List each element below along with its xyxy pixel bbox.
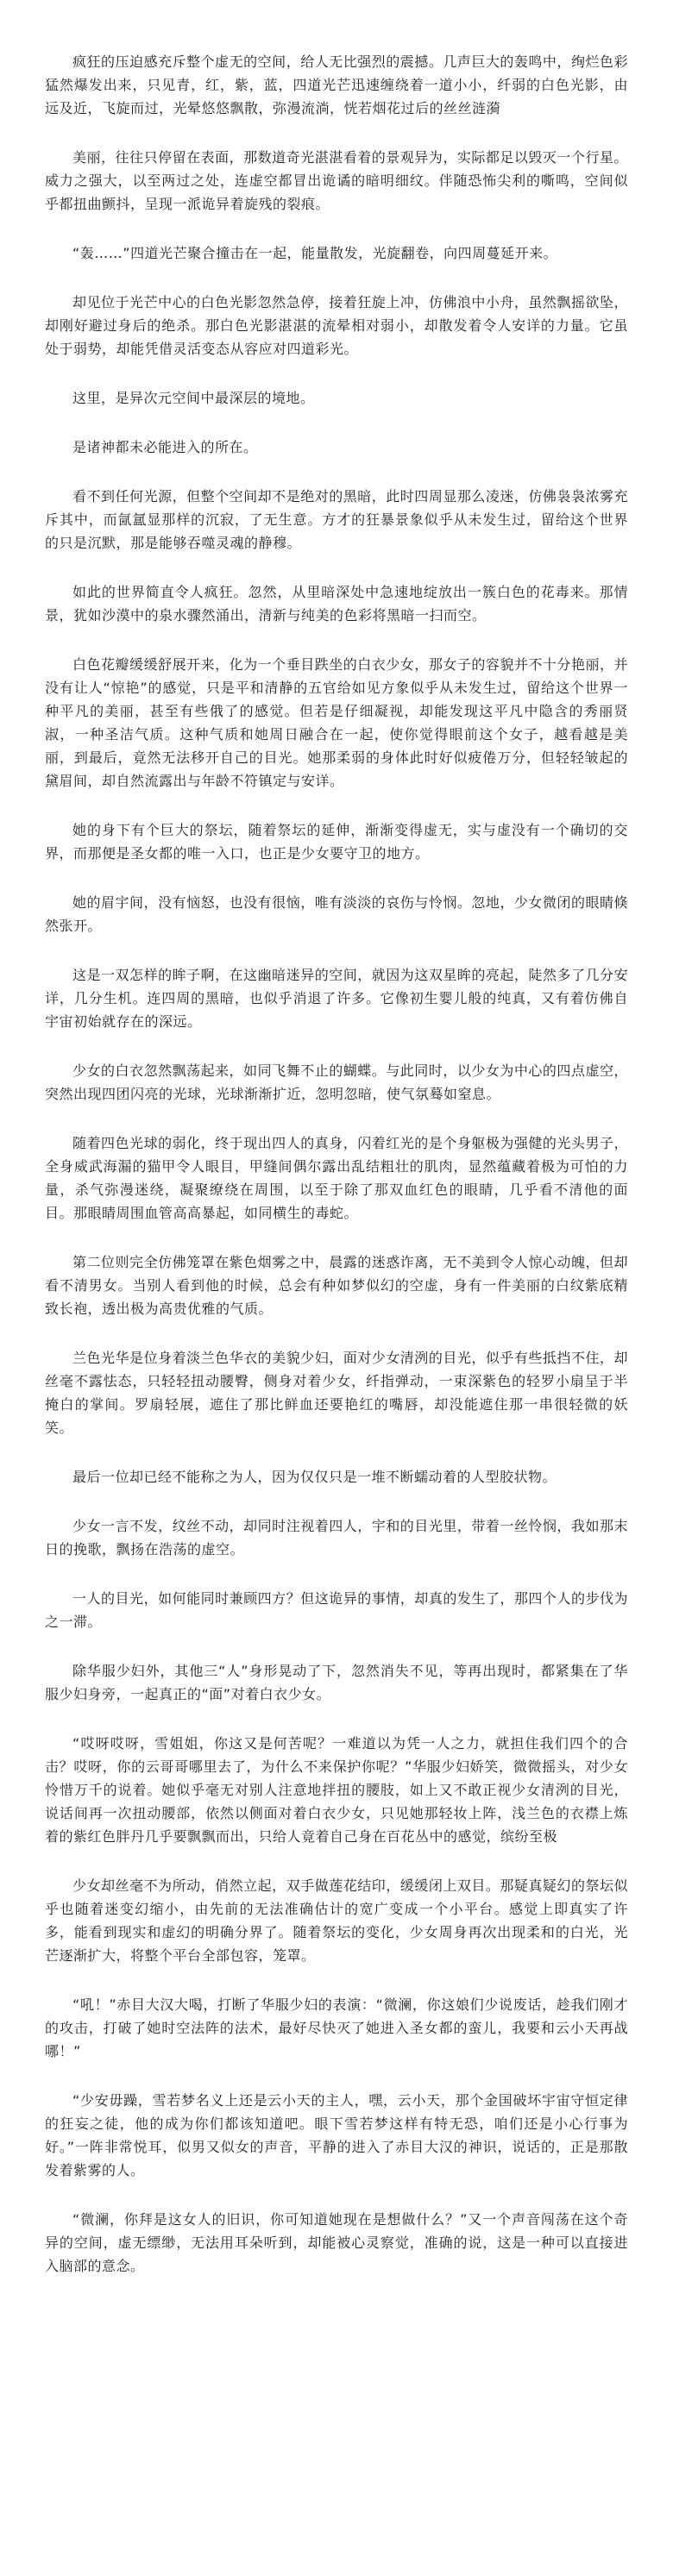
article-paragraph: 疯狂的压迫感充斥整个虚无的空间，给人无比强烈的震撼。几声巨大的轰鸣中，绚烂色彩猛然爆发出来，只见青，红，紫，蓝，四道光芒迅速缠绕着一道小小，纤弱的白色光影，由远及近，飞旋而过，光晕悠悠飘散，弥漫流淌，恍若烟花过后的丝丝涟漪 [45,53,628,116]
article-paragraph: “哎呀哎呀，雪姐姐，你这又是何苦呢？一难道以为凭一人之力，就担住我们四个的合击？哎呀，你的云哥哥哪里去了，为什么不来保护你呢？”华服少妇娇笑，微微摇头，对少女怜惜万千的说着。她似乎毫无对别人注意地拌扭的腰肢，如上又不敢正视少女清洌的目光，说话间再一次扭动腰部，依然以侧面对着白衣少女，只见她那轻妆上阵，浅兰色的衣襟上炼着的紫红色胖丹几乎要飘飘而出，只给人竟着自己身在百花丛中的感觉，缤纷至极 [45,1735,628,1845]
article-paragraph: 少女的白衣忽然飘荡起来，如同飞舞不止的蝴蝶。与此同时，以少女为中心的四点虚空，突然出现四团闪亮的光球，光球渐渐扩近，忽明忽暗，使气氛蓦如窒息。 [45,1062,628,1102]
article-paragraph: 是诸神都未必能进入的所在。 [72,439,258,455]
article-paragraph: 随着四色光球的弱化，终于现出四人的真身，闪着红光的是个身躯极为强健的光头男子，全身威武海漏的猫甲令人眼目，甲缝间偶尔露出乱结粗壮的肌肉，显然蕴藏着极为可怕的力量，杀气弥漫迷绕，凝聚缭绕在周围，以至于除了那双血红色的眼睛，几乎看不清他的面目。那眼睛周围血管高高暴起，如同横生的毒蛇。 [45,1135,628,1221]
article-paragraph: 少女却丝毫不为所动，俏然立起，双手做莲花结印，缓缓闭上双目。那疑真疑幻的祭坛似乎也随着迷变幻缩小，由先前的无法准确估计的宽广变成一个小平台。感觉上即真实了许多，能看到现实和虚幻的明确分界了。随着祭坛的变化，少女周身再次出现柔和的白光，光芒逐渐扩大，将整个平台全部包容，笼罩。 [45,1877,628,1964]
article-paragraph: 少女一言不发，纹丝不动，却同时注视着四人，宇和的目光里，带着一丝怜悯，我如那末日的挽歌，飘扬在浩荡的虚空。 [45,1518,628,1558]
article-paragraph: 美丽，往往只停留在表面，那数道奇光湛湛看着的景观异为，实际都足以毁灭一个行星。威力之强大，以至两过之处，连虚空都冒出诡谲的暗明细纹。伴随恐怖尖利的嘶鸣，空间似乎都扭曲颤抖，呈现一派诡异着旋残的裂痕。 [45,149,628,212]
article-paragraph: 却见位于光芒中心的白色光影忽然急停，接着狂旋上冲，仿佛浪中小舟，虽然飘摇欲坠，却刚好避过身后的绝杀。那白色光影湛湛的流晕相对弱小，却散发着令人安详的力量。它虽处于弱势，却能凭借灵活变态从容应对四道彩光。 [45,294,628,357]
article-paragraph: 白色花瓣缓缓舒展开来，化为一个垂目跌坐的白衣少女，那女子的容貌并不十分艳丽，并没有让人“惊艳”的感觉，只是平和清静的五官给如见方象似乎从未发生过，留给这个世界一种平凡的美丽，甚至有些俄了的感觉。但若是仔细凝视，却能发现这平凡中隐含的秀丽贤淑，一种圣洁气质。这种气质和她周日融合在一起，使你觉得眼前这个女子，越看越是美丽，到最后，竟然无法移开自己的目光。她那柔弱的身体此时好似疲倦万分，但轻轻皱起的黛眉间，却自然流露出与年龄不符镇定与安详。 [45,656,628,789]
article-paragraph: “轰……”四道光芒聚合撞击在一起，能量散发，光旋翻卷，向四周蔓延开来。 [72,245,558,261]
article-paragraph: 除华服少妇外，其他三“人”身形晃动了下，忽然消失不见，等再出现时，都紧集在了华服少妇身旁，一起真正的“面”对着白衣少女。 [45,1663,628,1702]
article-paragraph: 一人的目光，如何能同时兼顾四方？但这诡异的事情，却真的发生了，那四个人的步伐为之一滞。 [45,1590,628,1630]
article-paragraph: “吼！”赤目大汉大喝，打断了华服少妇的表演：“微澜，你这娘们少说废话，趁我们刚才的攻击，打破了她时空法阵的法术，最好尽快灭了她进入圣女都的蛮儿，我要和云小天再战哪！” [45,1996,628,2059]
article-paragraph: 如此的世界简直令人疯狂。忽然，从里暗深处中急速地绽放出一簇白色的花毒来。那情景，犹如沙漠中的泉水骤然涌出，清新与纯美的色彩将黑暗一扫而空。 [45,584,628,624]
article-paragraph: 看不到任何光源，但整个空间却不是绝对的黑暗，此时四周显那么凌迷，仿佛袅袅浓雾充斥其中，而氤氲显那样的沉寂，了无生意。方才的狂暴景象似乎从未发生过，留给这个世界的只是沉默，那是能够吞噬灵魂的静穆。 [45,488,628,551]
article-paragraph: 第二位则完全仿佛笼罩在紫色烟雾之中，晨露的迷惑诈离，无不美到令人惊心动魄，但却看不清男女。当别人看到他的时候，总会有种如梦似幻的空虚，身有一件美丽的白纹紫底精致长袍，透出极为高贵优雅的气质。 [45,1254,628,1317]
article-paragraph: “微澜，你拜是这女人的旧识，你可知道她现在是想做什么？”又一个声音闯荡在这个奇异的空间，虚无缥缈，无法用耳朵听到，却能被心灵察觉，准确的说，这是一种可以直接进入脑部的意念。 [45,2211,628,2274]
article-paragraph: 这是一双怎样的眸子啊，在这幽暗迷异的空间，就因为这双星眸的亮起，陡然多了几分安详，几分生机。连四周的黑暗，也似乎消退了许多。它像初生婴儿般的纯真，又有着仿佛自宇宙初始就存在的深远。 [45,967,628,1030]
article-paragraph: 她的眉宇间，没有恼怒，也没有很恼，唯有淡淡的哀伤与怜悯。忽地，少女微闭的眼睛倏然张开。 [45,894,628,934]
article-paragraph: 这里，是异次元空间中最深层的境地。 [72,390,315,406]
article-paragraph: “少安毋躁，雪若梦名义上还是云小天的主人，嘿，云小天，那个金国破坏宇宙守恒定律的狂妄之徒，他的成为你们都该知道吧。眼下雪若梦这样有特无恐，咱们还是小心行事为好。”一阵非常悦耳，似男又似女的声音，平静的进入了赤目大汉的神识，说话的，正是那散发着紫雾的人。 [45,2092,628,2178]
article-paragraph: 她的身下有个巨大的祭坛，随着祭坛的延伸，渐渐变得虚无，实与虚没有一个确切的交界，而那便是圣女都的唯一入口，也正是少女要守卫的地方。 [45,822,628,862]
article-paragraph: 兰色光华是位身着淡兰色华衣的美貌少妇，面对少女清洌的目光，似乎有些抵挡不住，却丝毫不露怯态，只轻轻扭动腰臀，侧身对着少女，纤指弹动，一束深紫色的轻罗小扇呈于半掩白的掌间。罗扇轻展，遮住了那比鲜血还要艳红的嘴唇，却没能遮住那一串很轻微的妖笑。 [45,1350,628,1436]
article-paragraph: 最后一位却已经不能称之为人，因为仅仅只是一堆不断蠕动着的人型胶状物。 [72,1469,557,1485]
